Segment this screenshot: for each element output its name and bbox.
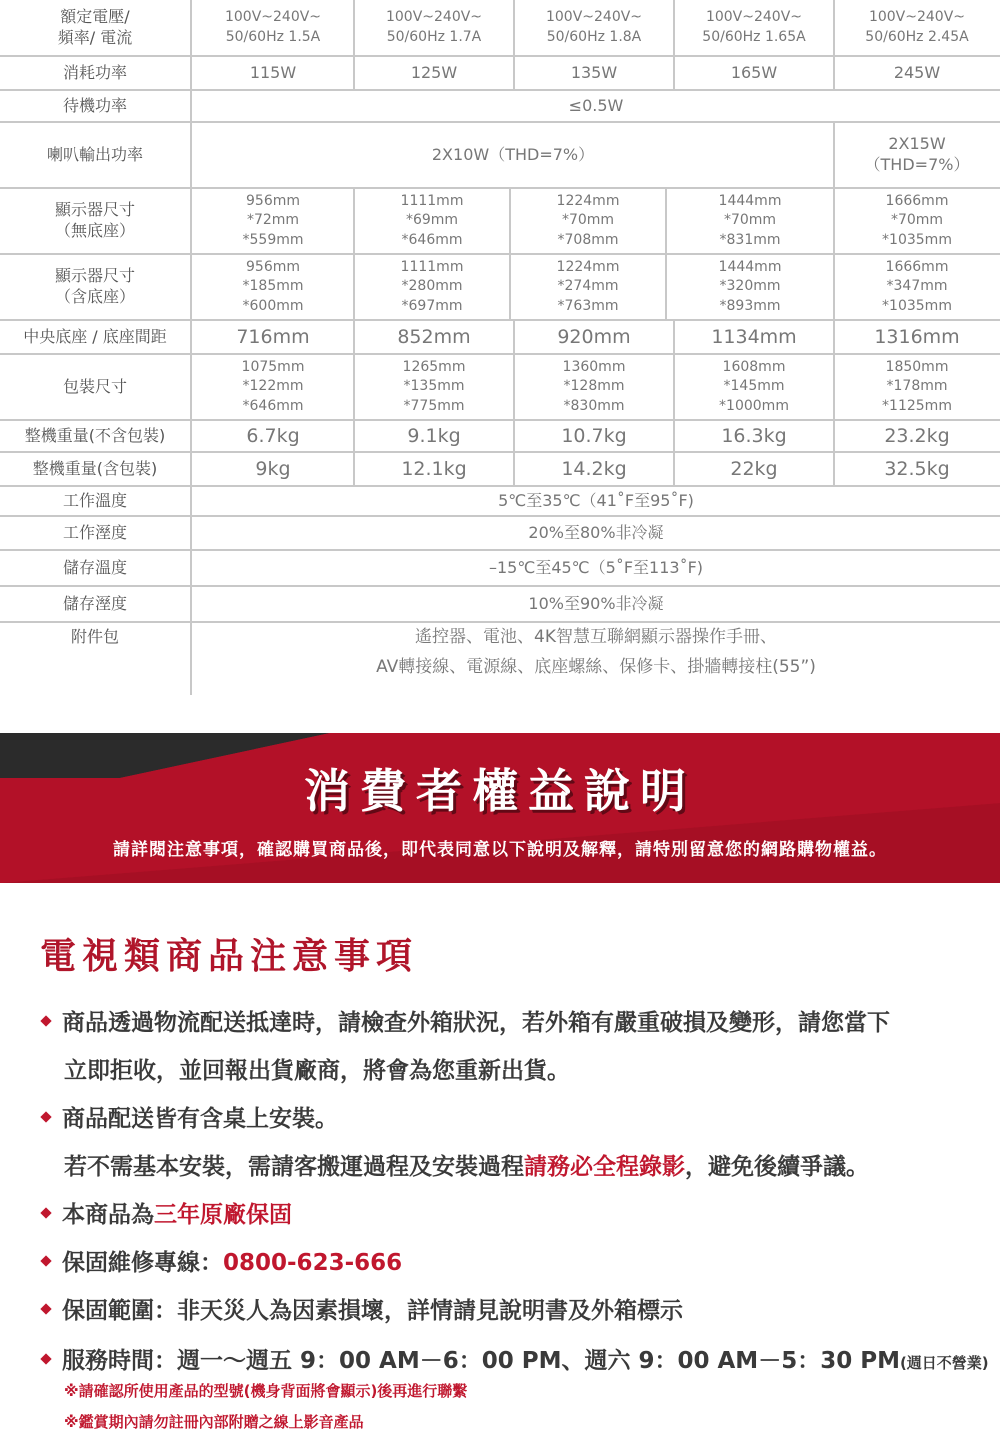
spec-cell: 32.5kg [884,458,950,480]
bullet-diamond-icon [40,1255,51,1266]
notice-title: 電視類商品注意事項 [40,936,419,977]
spec-cell: 12.1kg [401,458,467,480]
spec-cell: 1111mm *280mm *697mm [400,259,464,314]
spec-cell: 1134mm [711,326,797,348]
spec-row-label: 包裝尺寸 [62,376,127,396]
spec-merged-cell: 10%至90%非冷凝 [528,593,664,613]
spec-cell: 1608mm *145mm *1000mm [719,359,789,414]
spec-merged-cell: ≤0.5W [568,95,624,115]
spec-cell: 135W [570,62,618,82]
banner-title: 消費者權益說明 [304,764,696,818]
spec-cell: 1224mm *70mm *708mm [556,193,620,248]
notice-item-install: 商品配送皆有含桌上安裝。 [42,1100,338,1133]
spec-cell: 920mm [557,326,631,348]
spec-cell: 716mm [236,326,310,348]
spec-merged-cell: 遙控器、電池、4K智慧互聯網顯示器操作手冊、 AV轉接線、電源線、底座螺絲、保修卡、掛牆轉接柱(55”) [376,627,816,677]
spec-cell: 16.3kg [721,425,787,447]
spec-cell: 1265mm *135mm *775mm [402,359,466,414]
spec-row-label: 儲存溫度 [62,557,127,577]
spec-merged-cell: –15℃至45℃（5˚F至113˚F) [488,557,704,577]
notice-item-delivery-cont: 立即拒收，並回報出貨廠商，將會為您重新出貨。 [64,1058,570,1084]
spec-row-label: 消耗功率 [62,62,127,82]
spec-cell: 852mm [397,326,471,348]
spec-cell: 100V~240V~ 50/60Hz 1.65A [702,9,806,45]
spec-cell: 165W [730,62,778,82]
spec-table [0,0,1000,700]
footnote-model-check: ※請確認所使用產品的型號(機身背面將會顯示)後再進行聯繫 [64,1382,468,1400]
bullet-diamond-icon [40,1303,51,1314]
footnote-no-register: ※鑑賞期內請勿註冊內部附贈之線上影音產品 [64,1413,364,1431]
spec-cell: 23.2kg [884,425,950,447]
notice-item-warranty: 本商品為三年原廠保固 [42,1196,292,1229]
spec-cell: 1316mm [874,326,960,348]
notice-item-delivery: 商品透過物流配送抵達時，請檢查外箱狀況，若外箱有嚴重破損及變形，請您當下 [42,1004,890,1037]
spec-cell: 100V~240V~ 50/60Hz 2.45A [865,9,969,45]
spec-row-label: 顯示器尺寸 （含底座） [54,266,135,306]
spec-cell: 956mm *185mm *600mm [242,259,304,314]
notice-item-hotline: 保固維修專線：0800-623-666 [42,1244,402,1277]
spec-cell: 1666mm *347mm *1035mm [882,259,952,314]
spec-cell: 1224mm *274mm *763mm [556,259,620,314]
spec-cell: 2X15W （THD=7%） [864,134,970,174]
spec-row-label: 儲存溼度 [62,593,127,613]
notice-item-scope: 保固範圍：非天災人為因素損壞，詳情請見說明書及外箱標示 [42,1292,683,1325]
spec-merged-cell: 20%至80%非冷凝 [528,522,664,542]
spec-merged-cell: 5℃至35℃（41˚F至95˚F) [498,490,694,510]
spec-cell: 9kg [255,458,291,480]
notice-item-install-cont: 若不需基本安裝，需請客搬運過程及安裝過程請務必全程錄影，避免後續爭議。 [64,1154,869,1180]
spec-cell: 1666mm *70mm *1035mm [882,193,952,248]
spec-cell: 245W [893,62,941,82]
spec-cell: 6.7kg [246,425,300,447]
spec-cell: 100V~240V~ 50/60Hz 1.7A [385,9,483,45]
spec-row-label: 額定電壓/ 頻率/ 電流 [57,6,133,47]
spec-cell: 10.7kg [561,425,627,447]
spec-row-label: 中央底座 / 底座間距 [23,326,167,346]
notice-item-hours: 服務時間：週一～週五 9：00 AM－6：00 PM、週六 9：00 AM－5：30 PM(週日不營業) [42,1342,989,1375]
banner-subtitle: 請詳閱注意事項，確認購買商品後，即代表同意以下說明及解釋，請特別留意您的網路購物權益。 [113,840,887,860]
spec-cell: 22kg [730,458,778,480]
spec-cell: 100V~240V~ 50/60Hz 1.5A [224,9,322,45]
bullet-diamond-icon [40,1207,51,1218]
spec-row-label: 整機重量(含包裝) [32,458,158,478]
spec-cell: 1075mm *122mm *646mm [241,359,305,414]
spec-cell: 1111mm *69mm *646mm [400,193,464,248]
spec-cell: 14.2kg [561,458,627,480]
spec-row-label: 整機重量(不含包裝) [24,425,166,445]
bullet-diamond-icon [40,1353,51,1364]
spec-merged-cell: 2X10W（THD=7%） [431,144,595,164]
bullet-diamond-icon [40,1111,51,1122]
spec-row-label: 工作溫度 [62,490,127,510]
spec-cell: 1850mm *178mm *1125mm [882,359,952,414]
consumer-rights-banner [0,733,1000,883]
spec-row-label: 顯示器尺寸 （無底座） [54,200,135,240]
spec-cell: 115W [249,62,297,82]
spec-cell: 1444mm *70mm *831mm [718,193,782,248]
spec-cell: 956mm *72mm *559mm [242,193,304,248]
spec-cell: 9.1kg [407,425,461,447]
spec-cell: 1444mm *320mm *893mm [718,259,782,314]
spec-row-label: 喇叭輸出功率 [46,144,143,164]
bullet-diamond-icon [40,1015,51,1026]
spec-cell: 100V~240V~ 50/60Hz 1.8A [545,9,643,45]
spec-row-label: 待機功率 [62,95,127,115]
spec-row-label: 附件包 [70,627,119,646]
spec-cell: 1360mm *128mm *830mm [562,359,626,414]
spec-cell: 125W [410,62,458,82]
spec-row-label: 工作溼度 [62,522,127,542]
